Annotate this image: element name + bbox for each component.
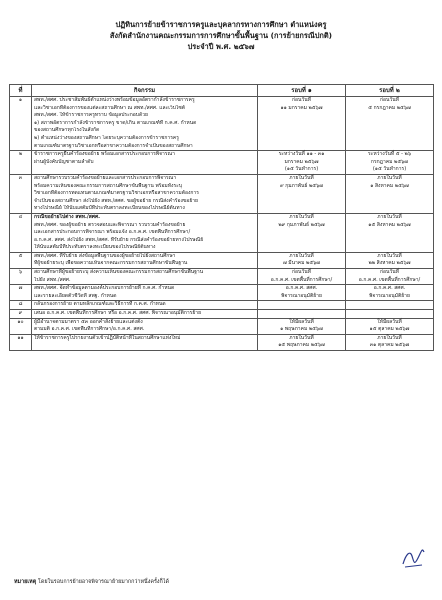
activity-cell (32, 252, 258, 268)
round-2-line: กรกฎาคม ๒๕๖๗ (370, 158, 409, 165)
activity-line: ให้นับแสตัมป์ที่ประทับตราลงทะเบียนของไปรษณีย์ต้นทาง (34, 244, 156, 251)
row-number: ๖ (10, 269, 32, 285)
round-2-cell (346, 301, 434, 310)
table-row (10, 318, 434, 334)
table-header-row (10, 85, 434, 97)
schedule-table-body (10, 97, 434, 351)
round-1-cell (258, 151, 346, 175)
round-2-cell (346, 97, 434, 151)
activity-cell (32, 97, 258, 151)
activity-line: และรายละเอียดตัวชี้วัดที่ สพฐ. กำหนด (34, 292, 117, 299)
round-1-cell (258, 334, 346, 350)
activity-line: ผู้มีอำนาจตามมาตรา ๕๓ ออกคำสั่งย้ายและแต่งตั้ง (34, 318, 143, 325)
activity-line: ทางไปรษณีย์ ให้นับแสตัมป์ที่ประทับตราลงทะเบียนของไปรษณีย์ต้นทาง (34, 205, 185, 212)
activity-line: พร้อมความเห็นของคณะกรรมการสถานศึกษาขั้นพื้นฐาน พร้อมทั้งระบุ (34, 182, 183, 189)
col-header-round-2: รอบที่ ๒ (346, 85, 434, 97)
col-header-round-1: รอบที่ ๑ (258, 85, 346, 97)
round-1-line: ภายในวันที่ (289, 334, 314, 341)
round-2-line: ภายในวันที่ (377, 252, 402, 259)
round-1-cell (258, 301, 346, 310)
row-number: ๑๑ (10, 334, 32, 350)
round-2-cell (346, 310, 434, 319)
activity-line: ตามมติ อ.ก.ค.ศ. เขตพื้นที่การศึกษา/อ.ก.ค.ศ. สศศ. (34, 326, 145, 333)
round-2-cell (346, 151, 434, 175)
round-1-line: ภายในวันที่ (289, 213, 314, 220)
activity-line: สพท./สศศ. จัดทำข้อมูลตามองค์ประกอบการย้ายที่ ก.ค.ศ. กำหนด (34, 285, 175, 292)
round-2-line: (๑๕ วันทำการ) (372, 166, 407, 173)
round-2-line: ภายในวันที่ (377, 213, 402, 220)
activity-line: อ.ก.ค.ศ. สศศ. ส่งไปยัง สพท./สศศ. ที่รับย้าย กรณีส่งคำร้องขอย้ายทางไปรษณีย์ (34, 236, 204, 243)
row-number: ๗ (10, 285, 32, 301)
schedule-table (9, 84, 434, 351)
activity-line: ๒) ตำแหน่งว่างของสถานศึกษา โดยระบุความต้องการข้าราชการครู (34, 134, 179, 141)
round-1-line: ๙ กุมภาพันธ์ ๒๕๖๗ (279, 182, 324, 189)
round-1-line: อ.ก.ค.ศ. สศศ. (285, 285, 318, 292)
round-2-line: อ.ก.ค.ศ. เขตพื้นที่การศึกษา/ (358, 276, 421, 283)
table-row (10, 285, 434, 301)
round-2-cell (346, 174, 434, 213)
row-number: ๒ (10, 151, 32, 175)
activity-cell (32, 285, 258, 301)
table-row (10, 252, 434, 268)
row-number: ๕ (10, 252, 32, 268)
activity-line: ตามเกณฑ์มาตรฐานวิชาเอกหรือสาขาความต้องการจำเป็นของสถานศึกษา (34, 142, 193, 149)
activity-line: สพท./สศศ. ให้ข้าราชการครูทราบ ข้อมูลประกอบด้วย (34, 112, 148, 119)
title-line-1: ปฏิทินการย้ายข้าราชการครูและบุคลากรทางการศึกษา ตำแหน่งครู (115, 20, 327, 29)
col-header-activity: กิจกรรม (32, 85, 258, 97)
activity-cell (32, 269, 258, 285)
round-2-line: ๑๕ ตุลาคม ๒๕๖๗ (369, 326, 410, 333)
row-number: ๔ (10, 213, 32, 252)
activity-line: ของสถานศึกษาทุกโรงในสังกัด (34, 127, 100, 134)
round-2-line: ๑ สิงหาคม ๒๕๖๗ (370, 182, 409, 189)
round-2-line: อ.ก.ค.ศ. สศศ. (373, 285, 406, 292)
round-2-cell (346, 252, 434, 268)
round-1-cell (258, 97, 346, 151)
activity-line: วิชาเอกที่ต้องการทดแทนตามเกณฑ์มาตรฐานวิชาเอกหรือสาขาความต้องการ (34, 190, 199, 197)
activity-line: สถานศึกษาที่ผู้ขอย้ายระบุ ส่งความเห็นของคณะกรรมการสถานศึกษาขั้นพื้นฐาน (34, 269, 204, 276)
round-1-line: (๑๕ วันทำการ) (284, 166, 319, 173)
round-1-cell (258, 318, 346, 334)
round-1-line: ๑๕ พฤษภาคม ๒๕๖๗ (278, 342, 325, 349)
round-1-cell (258, 252, 346, 268)
activity-line: ที่ผู้ขอย้ายระบุ เพื่อขอความเห็นจากคณะกรรมการสถานศึกษาขั้นพื้นฐาน (34, 260, 188, 267)
activity-line: สพท./สศศ. ที่รับย้าย ส่งข้อมูลพื้นฐานของผู้ขอย้ายไปยังสถานศึกษา (34, 252, 176, 259)
activity-line: กลั่นกรองการย้าย ตามหลักเกณฑ์และวิธีการที่ ก.ค.ศ. กำหนด (34, 301, 166, 308)
round-1-line: ภายในวันที่ (289, 252, 314, 259)
round-2-cell (346, 334, 434, 350)
row-number: ๑ (10, 97, 32, 151)
round-1-line: มกราคม ๒๕๖๗ (284, 158, 319, 165)
activity-line: สพท./สศศ. ของผู้ขอย้าย ตรวจสอบและพิจารณา รวบรวมคำร้องขอย้าย (34, 221, 186, 228)
round-1-line: ภายในวันที่ (289, 174, 314, 181)
activity-line: เสนอ อ.ก.ค.ศ. เขตพื้นที่การศึกษา หรือ อ.ก.ค.ศ. สศศ. พิจารณาอนุมัติการย้าย (34, 310, 202, 317)
round-1-line: ให้มีผลวันที่ (289, 318, 314, 325)
round-1-cell (258, 213, 346, 252)
round-2-cell (346, 269, 434, 285)
table-row (10, 310, 434, 319)
round-1-cell (258, 269, 346, 285)
activity-line: ๑) สภาพอัตราการกำลังข้าราชการครู ขาด/เกิน ตามเกณฑ์ที่ ก.ค.ศ. กำหนด (34, 119, 197, 126)
footnote (14, 578, 169, 586)
footnote-text: โดยในรอบการย้ายอาจพิจารณาย้ายมากกว่าหนึ่งครั้งก็ได้ (37, 579, 169, 585)
round-2-line: ระหว่างวันที่ ๕ - ๒๖ (367, 151, 412, 158)
round-2-cell (346, 318, 434, 334)
activity-line: จำเป็นของสถานศึกษา ส่งไปยัง สพท./สศศ. ขอผู้ขอย้าย กรณีส่งคำร้องขอย้าย (34, 197, 198, 204)
round-2-line: ภายในวันที่ (377, 334, 402, 341)
table-row (10, 213, 434, 252)
activity-line: สถานศึกษารวบรวมคำร้องขอย้ายและเอกสารประกอบการพิจารณา (34, 174, 177, 181)
activity-line: สพท./สศศ. ประชาสัมพันธ์ตำแหน่งว่างพร้อมข้อมูลอัตรากำลังข้าราชการครู (34, 97, 195, 103)
title-line-3: ประจำปี พ.ศ. ๒๕๖๗ (187, 42, 255, 51)
row-number: ๘ (10, 301, 32, 310)
activity-cell (32, 174, 258, 213)
row-number: ๙ (10, 310, 32, 319)
activity-cell (32, 318, 258, 334)
activity-line: และวิชาเอกที่ต้องการของแต่ละสถานศึกษา ณ สพท./สศศ. และเว็บไซต์ (34, 104, 186, 111)
activity-cell (32, 151, 258, 175)
activity-line: ผ่านผู้บังคับบัญชาตามลำดับ (34, 158, 94, 165)
round-1-line: อ.ก.ค.ศ. เขตพื้นที่การศึกษา/ (270, 276, 333, 283)
round-2-cell (346, 285, 434, 301)
round-1-line: ๒๙ กุมภาพันธ์ ๒๕๖๗ (278, 221, 325, 228)
table-row (10, 269, 434, 285)
activity-line: และเอกสารประกอบการพิจารณา พร้อมแจ้ง อ.ก.ค.ศ. เขตพื้นที่การศึกษา/ (34, 229, 191, 236)
round-1-cell (258, 310, 346, 319)
activity-line: ไปยัง สพท./สศศ. (34, 276, 71, 283)
round-1-line: ๑๑ มกราคม ๒๕๖๗ (280, 104, 323, 111)
row-number: ๓ (10, 174, 32, 213)
table-row (10, 151, 434, 175)
footnote-label: หมายเหตุ (14, 579, 37, 585)
round-2-line: ก่อนวันที่ (380, 269, 399, 276)
round-2-line: ๒๒ สิงหาคม ๒๕๖๗ (368, 260, 411, 267)
round-2-line: พิจารณาอนุมัติย้าย (369, 292, 410, 299)
signature-mark (400, 540, 426, 570)
round-2-line: ๑๕ สิงหาคม ๒๕๖๗ (368, 221, 411, 228)
round-1-cell (258, 285, 346, 301)
activity-line: ข้าราชการครูยื่นคำร้องขอย้าย พร้อมเอกสารประกอบการพิจารณา (34, 151, 175, 158)
round-1-line: ๗ มีนาคม ๒๕๖๗ (282, 260, 321, 267)
round-2-line: ๓๑ ตุลาคม ๒๕๖๗ (369, 342, 410, 349)
table-row (10, 97, 434, 151)
round-2-cell (346, 213, 434, 252)
round-1-line: ก่อนวันที่ (292, 97, 311, 103)
activity-cell (32, 310, 258, 319)
round-2-line: ก่อนวันที่ (380, 97, 399, 103)
round-2-line: ๕ กรกฎาคม ๒๕๖๗ (368, 104, 411, 111)
activity-cell (32, 334, 258, 350)
round-2-line: ให้มีผลวันที่ (377, 318, 402, 325)
activity-line: ให้ข้าราชการครูไปรายงานตัวเข้าปฏิบัติหน้าที่ในสถานศึกษาแห่งใหม่ (34, 334, 181, 341)
round-1-cell (258, 174, 346, 213)
round-2-line: ภายในวันที่ (377, 174, 402, 181)
col-header-no: ที่ (10, 85, 32, 97)
round-1-line: ๑ พฤษภาคม ๒๕๖๗ (280, 326, 323, 333)
row-number: ๑๐ (10, 318, 32, 334)
activity-cell (32, 301, 258, 310)
table-row (10, 174, 434, 213)
activity-cell (32, 213, 258, 252)
activity-line: กรณีขอย้ายไปต่าง สพท./สศศ. (34, 213, 101, 220)
round-1-line: ก่อนวันที่ (292, 269, 311, 276)
round-1-line: พิจารณาอนุมัติย้าย (281, 292, 322, 299)
round-1-line: ระหว่างวันที่ ๑๑ - ๓๑ (278, 151, 325, 158)
table-row (10, 334, 434, 350)
table-row (10, 301, 434, 310)
title-line-2: สังกัดสำนักงานคณะกรรมการการศึกษาขั้นพื้นฐาน (การย้ายกรณีปกติ) (109, 31, 333, 40)
